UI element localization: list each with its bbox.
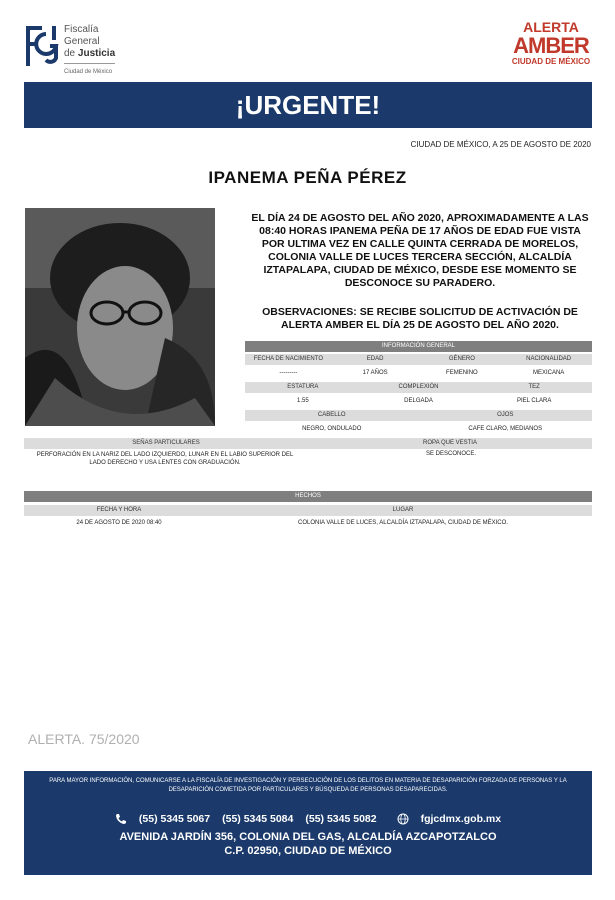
header-ropa: ROPA QUE VESTIA (423, 440, 477, 446)
header-height: ESTATURA (287, 384, 319, 390)
phone-3[interactable]: (55) 5345 5082 (305, 813, 377, 825)
header-lugar: LUGAR (392, 507, 414, 513)
hechos-values (24, 518, 592, 529)
hechos-header: HECHOS (24, 491, 592, 502)
info-row1-values (245, 368, 592, 379)
portrait-image (25, 208, 215, 426)
value-height: 1.55 (296, 398, 309, 404)
info-row2-values (245, 396, 592, 407)
amber-line1: ALERTA (523, 19, 579, 35)
fgj-logo (24, 22, 134, 74)
header-complexion: TEZ (528, 384, 540, 390)
urgent-banner: ¡URGENTE! (24, 82, 592, 128)
senas-text: PERFORACIÓN EN LA NARIZ DEL LADO IZQUIERDO, LUNAR EN EL LABIO SUPERIOR DEL LADO DERECHO Y USA LENTES CON GRADUACIÓN. (36, 452, 294, 466)
header-build: COMPLEXIÓN (398, 384, 439, 390)
alerta-amber-logo (508, 20, 594, 78)
missing-person-photo (25, 208, 215, 426)
value-build: DELGADA (404, 398, 433, 404)
hechos-col-headers (24, 505, 592, 516)
value-gender: FEMENINO (446, 370, 478, 376)
info-general-header: INFORMACIÓN GENERAL (245, 341, 592, 352)
phones-row (24, 813, 592, 825)
logo-small: Ciudad de México (64, 63, 115, 78)
senas-ropa-headers (24, 438, 592, 449)
alert-number: ALERTA. 75/2020 (28, 731, 140, 747)
header-senas: SEÑAS PARTICULARES (132, 440, 200, 446)
observations: OBSERVACIONES: SE RECIBE SOLICITUD DE ACTIVACIÓN DE ALERTA AMBER EL DÍA 25 DE AGOSTO DEL AÑO 2020. (262, 306, 578, 331)
header-eyes: OJOS (497, 412, 514, 418)
incident-description: EL DÍA 24 DE AGOSTO DEL AÑO 2020, APROXIMADAMENTE A LAS 08:40 HORAS IPANEMA PEÑA DE 17 AÑOS DE EDAD FUE VISTA POR ULTIMA VEZ EN CALLE QUINTA CERRADA DE MORELOS, COLONIA VALLE DE LUCES TERCERA SECCIÓN, ALCALDÍA IZTAPALAPA, CIUDAD DE MÉXICO, DESDE ESE MOMENTO SE DESCONOCE SU PARADERO. (251, 212, 589, 289)
amber-line3: CIUDAD DE MÉXICO (511, 57, 591, 66)
logo-line3-prefix: de (64, 48, 78, 59)
value-birthdate: --------- (279, 370, 298, 376)
value-fecha-hora: 24 DE AGOSTO DE 2020 08:40 (76, 520, 162, 526)
address-line1: AVENIDA JARDÍN 356, COLONIA DEL GAS, ALCALDÍA AZCAPOTZALCO (119, 831, 497, 843)
logo-line3 (64, 48, 115, 60)
logo-line3-bold: Justicia (77, 48, 116, 59)
header-birthdate: FECHA DE NACIMIENTO (253, 356, 323, 362)
contact-footer (24, 771, 592, 875)
footer-note: PARA MAYOR INFORMACIÓN, COMUNICARSE A LA FISCALÍA DE INVESTIGACIÓN Y PERSECUCIÓN DE LOS DELITOS EN MATERIA DE DESAPARICIÓN FORZADA DE PERSONAS Y LA DESAPARICIÓN COMETIDA POR PARTICULARES Y BÚSQUEDA DE PERSONAS DESAPARECIDAS. (49, 778, 567, 793)
ropa-text: SE DESCONOCE. (425, 451, 476, 457)
date-line: CIUDAD DE MÉXICO, A 25 DE AGOSTO DE 2020 (410, 140, 591, 149)
person-name: IPANEMA PEÑA PÉREZ (208, 168, 407, 187)
info-row2-headers (245, 382, 592, 393)
logo-line1: Fiscalía (64, 24, 99, 35)
header-age: EDAD (366, 356, 384, 362)
phone-1[interactable]: (55) 5345 5067 (138, 813, 211, 825)
globe-icon (397, 813, 409, 825)
fgj-emblem-icon (24, 24, 60, 68)
header-gender: GÉNERO (448, 356, 475, 362)
logo-line2: General (64, 36, 100, 47)
info-row3-headers (245, 410, 592, 421)
fgj-logo-text (64, 24, 115, 78)
header-hair: CABELLO (317, 412, 346, 418)
value-eyes: CAFE CLARO, MEDIANOS (468, 426, 543, 432)
website-link[interactable]: fgjcdmx.gob.mx (420, 813, 502, 825)
info-row3-values (245, 424, 592, 435)
amber-line2: AMBER (513, 33, 589, 58)
header-fecha-hora: FECHA Y HORA (96, 507, 142, 513)
value-nationality: MEXICANA (532, 370, 565, 376)
value-hair: NEGRO, ONDULADO (302, 426, 362, 432)
address-line2: C.P. 02950, CIUDAD DE MÉXICO (224, 845, 392, 857)
value-complexion: PIEL CLARA (516, 398, 552, 404)
header-nationality: NACIONALIDAD (526, 356, 572, 362)
info-row1-headers (245, 354, 592, 365)
phone-icon (115, 813, 127, 825)
phone-2[interactable]: (55) 5345 5084 (222, 813, 294, 825)
value-age: 17 AÑOS (362, 370, 388, 376)
value-lugar: COLONIA VALLE DE LUCES, ALCALDÍA IZTAPALAPA, CIUDAD DE MÉXICO. (298, 520, 508, 526)
